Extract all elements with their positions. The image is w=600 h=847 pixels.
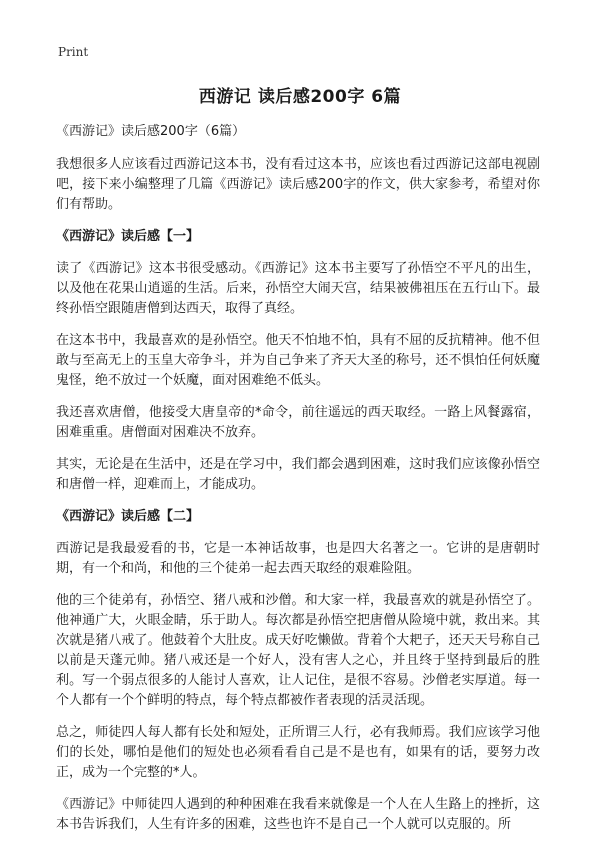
section-2 bbox=[56, 507, 540, 835]
section-paragraph: 西游记是我最爱看的书，它是一本神话故事，也是四大名著之一。它讲的是唐朝时期，有一个和尚，和他的三个徒弟一起去西天取经的艰难险阻。 bbox=[56, 541, 540, 576]
section-paragraph: 在这本书中，我最喜欢的是孙悟空。他天不怕地不怕，具有不屈的反抗精神。他不但敢与至高无上的玉皇大帝争斗，并为自己争来了齐天大圣的称号，还不惧怕任何妖魔鬼怪，绝不放过一个妖魔，面对困难绝不低头。 bbox=[56, 333, 540, 388]
article-body bbox=[56, 122, 540, 847]
section-1 bbox=[56, 227, 540, 495]
article-subtitle: 《西游记》读后感200字（6篇） bbox=[56, 124, 246, 139]
section-heading: 《西游记》读后感【二】 bbox=[56, 509, 200, 524]
section-paragraph: 他的三个徒弟有，孙悟空、猪八戒和沙僧。和大家一样，我最喜欢的就是孙悟空了。他神通广大，火眼金睛，乐于助人。每次都是孙悟空把唐僧从险境中就，救出来。其次就是猪八戒了。他鼓着个大肚皮。成天好吃懒做。背着个大耙子，还天天号称自己以前是天蓬元帅。猪八戒还是一个好人，没有害人之心，并且终于坚持到最后的胜利。写一个弱点很多的人能讨人喜欢，让人记住，是很不容易。沙僧老实厚道。每一个人都有一个个鲜明的特点，每个特点都被作者表现的活灵活现。 bbox=[56, 593, 540, 708]
section-paragraph: 其实，无论是在生活中，还是在学习中，我们都会遇到困难，这时我们应该像孙悟空和唐僧一样，迎难而上，才能成功。 bbox=[56, 457, 540, 492]
page-title: 西游记 读后感200字 6篇 bbox=[198, 87, 402, 107]
section-paragraph: 《西游记》中师徒四人遇到的种种困难在我看来就像是一个人在人生路上的挫折，这本书告诉我们，人生有许多的困难，这些也许不是自己一个人就可以克服的。所 bbox=[56, 797, 540, 832]
section-paragraph: 读了《西游记》这本书很受感动。《西游记》这本书主要写了孙悟空不平凡的出生，以及他在花果山逍遥的生活。后来，孙悟空大闹天宫，结果被佛祖压在五行山下。最终孙悟空跟随唐僧到达西天，取得了真经。 bbox=[56, 261, 540, 316]
print-link[interactable]: Print bbox=[58, 45, 89, 59]
section-heading: 《西游记》读后感【一】 bbox=[56, 229, 200, 244]
section-paragraph: 总之，师徒四人每人都有长处和短处，正所谓三人行，必有我师焉。我们应该学习他们的长处，哪怕是他们的短处也必须看看自己是不是也有，如果有的话，要努力改正，成为一个完整的*人。 bbox=[56, 725, 540, 780]
section-paragraph: 我还喜欢唐僧，他接受大唐皇帝的*命令，前往遥远的西天取经。一路上风餐露宿，困难重重。唐僧面对困难决不放弃。 bbox=[56, 405, 540, 440]
intro-paragraph: 我想很多人应该看过西游记这本书，没有看过这本书，应该也看过西游记这部电视剧吧，接下来小编整理了几篇《西游记》读后感200字的作文，供大家参考，希望对你们有帮助。 bbox=[56, 157, 540, 212]
